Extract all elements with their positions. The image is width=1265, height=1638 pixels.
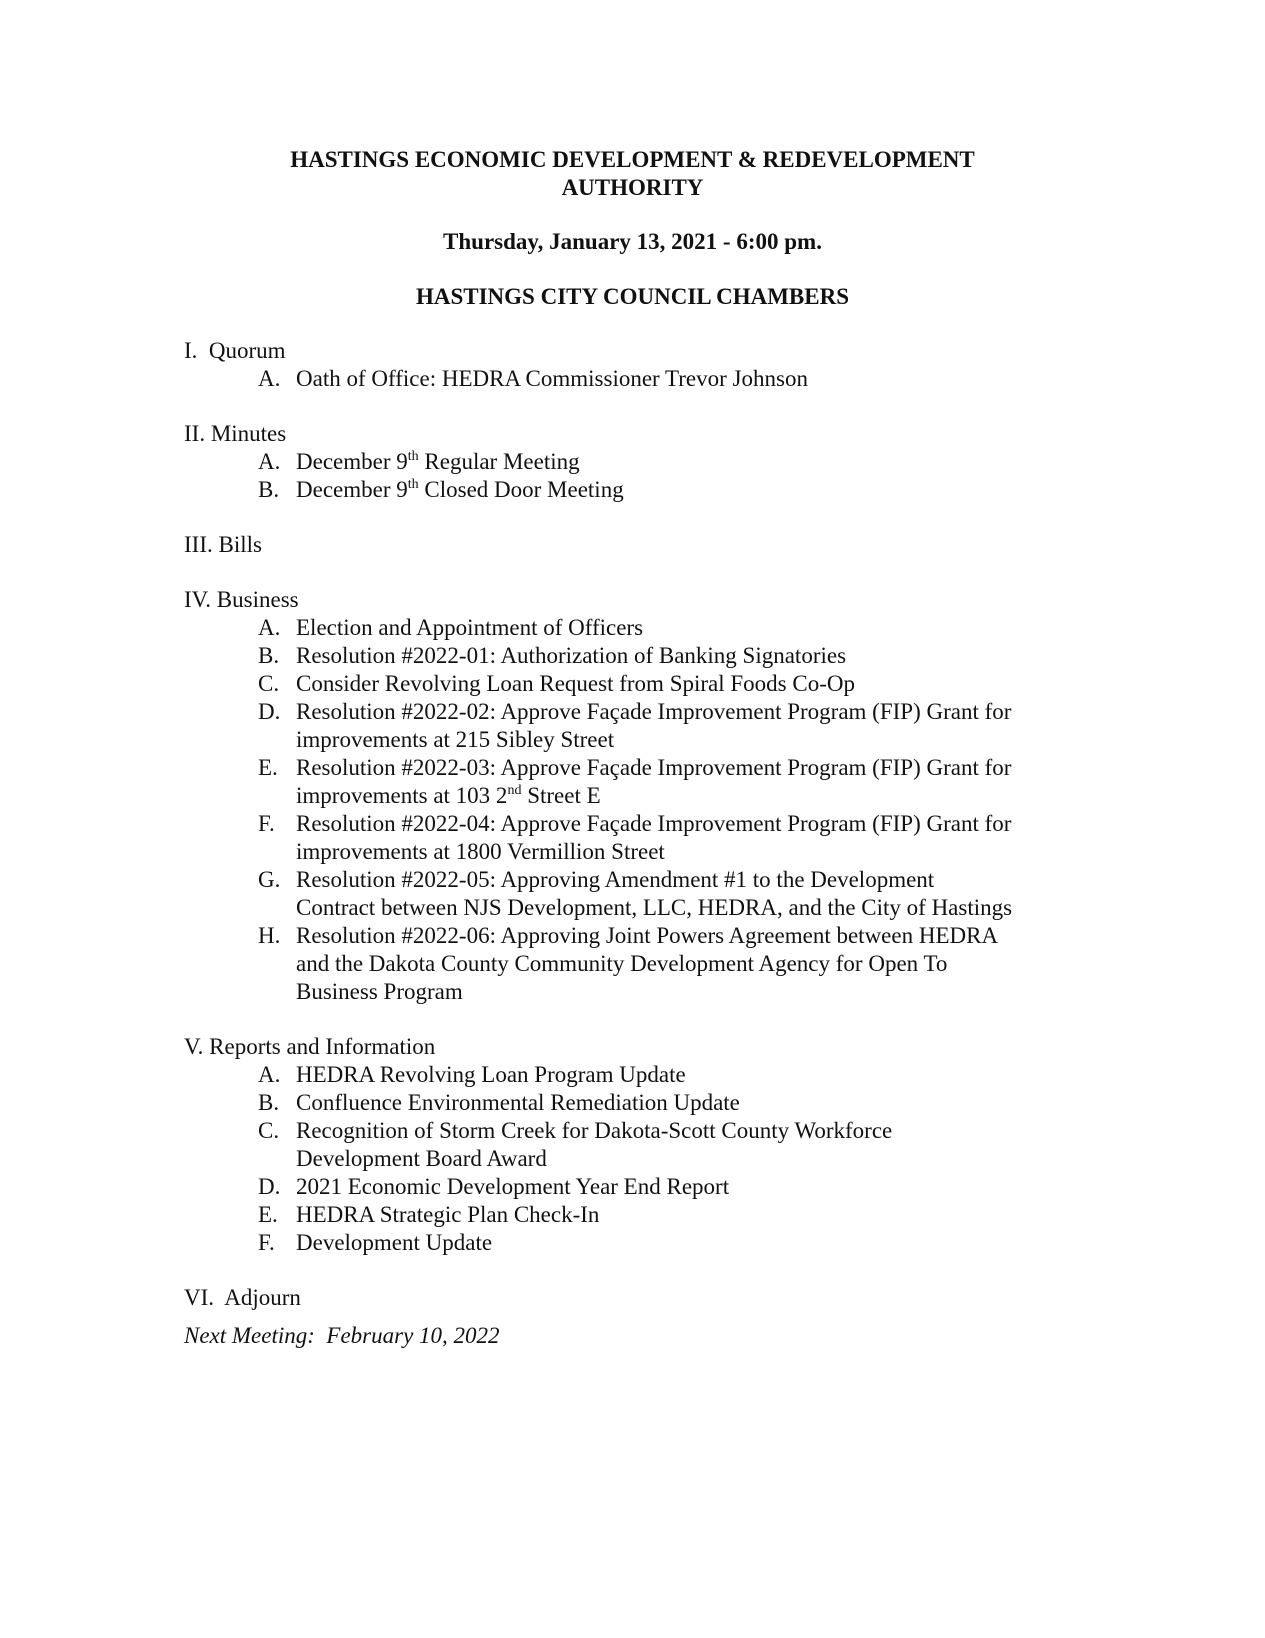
section-quorum <box>184 337 1084 393</box>
next-meeting: Next Meeting: February 10, 2022 <box>184 1323 500 1348</box>
item-letter: A. <box>258 1062 281 1087</box>
item-text: Election and Appointment of Officers <box>296 615 644 640</box>
item-text: Resolution #2022-01: Authorization of Banking Signatories <box>296 643 847 668</box>
item-text: Oath of Office: HEDRA Commissioner Trevor Johnson <box>296 366 808 391</box>
item-text-rest: Regular Meeting <box>418 449 580 474</box>
ordinal-suffix: th <box>407 449 419 464</box>
item-letter: A. <box>258 615 281 640</box>
item-text: HEDRA Revolving Loan Program Update <box>296 1062 686 1087</box>
ordinal-suffix: th <box>407 477 419 492</box>
section-bills <box>184 531 1084 559</box>
item-text: Development Update <box>296 1230 493 1255</box>
agenda-item <box>184 866 1246 922</box>
item-text-rest: Street E <box>521 783 601 808</box>
section-reports <box>184 1033 1084 1257</box>
item-text-line-1: Resolution #2022-04: Approve Façade Improvement Program (FIP) Grant for <box>296 811 1012 836</box>
item-letter: G. <box>258 867 281 892</box>
agenda-item <box>184 614 1246 642</box>
ordinal-suffix: nd <box>507 783 522 798</box>
agenda-item <box>184 1201 1246 1229</box>
agenda-item <box>184 1117 1246 1173</box>
agenda-item <box>184 922 1246 1006</box>
item-text: 2021 Economic Development Year End Report <box>296 1174 730 1199</box>
agenda-item <box>184 365 1246 393</box>
item-text-line-1: Resolution #2022-06: Approving Joint Powers Agreement between HEDRA <box>296 923 999 948</box>
item-letter: H. <box>258 923 281 948</box>
section-minutes <box>184 420 1084 504</box>
title-line-1: HASTINGS ECONOMIC DEVELOPMENT & REDEVELOPMENT <box>290 147 975 172</box>
item-letter: F. <box>258 1230 275 1255</box>
item-letter: A. <box>258 449 281 474</box>
agenda-item <box>184 1061 1246 1089</box>
section-title: III. Bills <box>184 532 262 557</box>
item-text-line-1: Resolution #2022-02: Approve Façade Improvement Program (FIP) Grant for <box>296 699 1012 724</box>
item-text-line-2: improvements at 215 Sibley Street <box>296 727 615 752</box>
item-text: Consider Revolving Loan Request from Spiral Foods Co-Op <box>296 671 855 696</box>
meeting-date-time: Thursday, January 13, 2021 - 6:00 pm. <box>443 229 822 254</box>
item-text-line-2: Development Board Award <box>296 1146 547 1171</box>
meeting-location: HASTINGS CITY COUNCIL CHAMBERS <box>415 284 850 309</box>
agenda-item <box>184 810 1246 866</box>
agenda-list <box>184 337 1084 1339</box>
item-letter: C. <box>258 671 280 696</box>
section-adjourn <box>184 1284 1084 1312</box>
item-text-rest: Closed Door Meeting <box>418 477 624 502</box>
agenda-item <box>184 1089 1246 1117</box>
item-text-line-2: Contract between NJS Development, LLC, HEDRA, and the City of Hastings <box>296 895 1013 920</box>
item-text-line-2 <box>296 782 1246 810</box>
item-letter: D. <box>258 699 281 724</box>
agenda-item <box>184 1173 1246 1201</box>
section-business <box>184 586 1084 1006</box>
agenda-item <box>184 642 1246 670</box>
item-text-line-1: Resolution #2022-05: Approving Amendment #1 to the Development <box>296 867 935 892</box>
item-text: improvements at 103 2 <box>296 783 508 808</box>
item-text-line-3: Business Program <box>296 979 463 1004</box>
section-title: IV. Business <box>184 587 299 612</box>
item-text-line-2: and the Dakota County Community Development Agency for Open To <box>296 951 948 976</box>
item-text: December 9 <box>296 449 408 474</box>
item-text-line-2: improvements at 1800 Vermillion Street <box>296 839 665 864</box>
item-letter: E. <box>258 1202 278 1227</box>
section-title: V. Reports and Information <box>184 1034 436 1059</box>
item-letter: B. <box>258 477 280 502</box>
agenda-item <box>184 754 1246 810</box>
item-text: December 9 <box>296 477 408 502</box>
item-letter: E. <box>258 755 278 780</box>
item-text-line-1: Recognition of Storm Creek for Dakota-Scott County Workforce <box>296 1118 893 1143</box>
item-letter: D. <box>258 1174 281 1199</box>
item-letter: A. <box>258 366 281 391</box>
document-title <box>0 146 1265 202</box>
item-text: Confluence Environmental Remediation Update <box>296 1090 740 1115</box>
section-title: VI. Adjourn <box>184 1285 301 1310</box>
agenda-item <box>184 670 1246 698</box>
agenda-item <box>184 1229 1246 1257</box>
agenda-item <box>184 698 1246 754</box>
section-title: II. Minutes <box>184 421 287 446</box>
section-title: I. Quorum <box>184 338 286 363</box>
item-letter: B. <box>258 1090 280 1115</box>
agenda-item <box>184 476 1246 504</box>
item-text: HEDRA Strategic Plan Check-In <box>296 1202 600 1227</box>
item-letter: B. <box>258 643 280 668</box>
item-text-line-1: Resolution #2022-03: Approve Façade Improvement Program (FIP) Grant for <box>296 755 1012 780</box>
agenda-item <box>184 448 1246 476</box>
item-letter: C. <box>258 1118 280 1143</box>
item-letter: F. <box>258 811 275 836</box>
title-line-2: AUTHORITY <box>561 175 704 200</box>
